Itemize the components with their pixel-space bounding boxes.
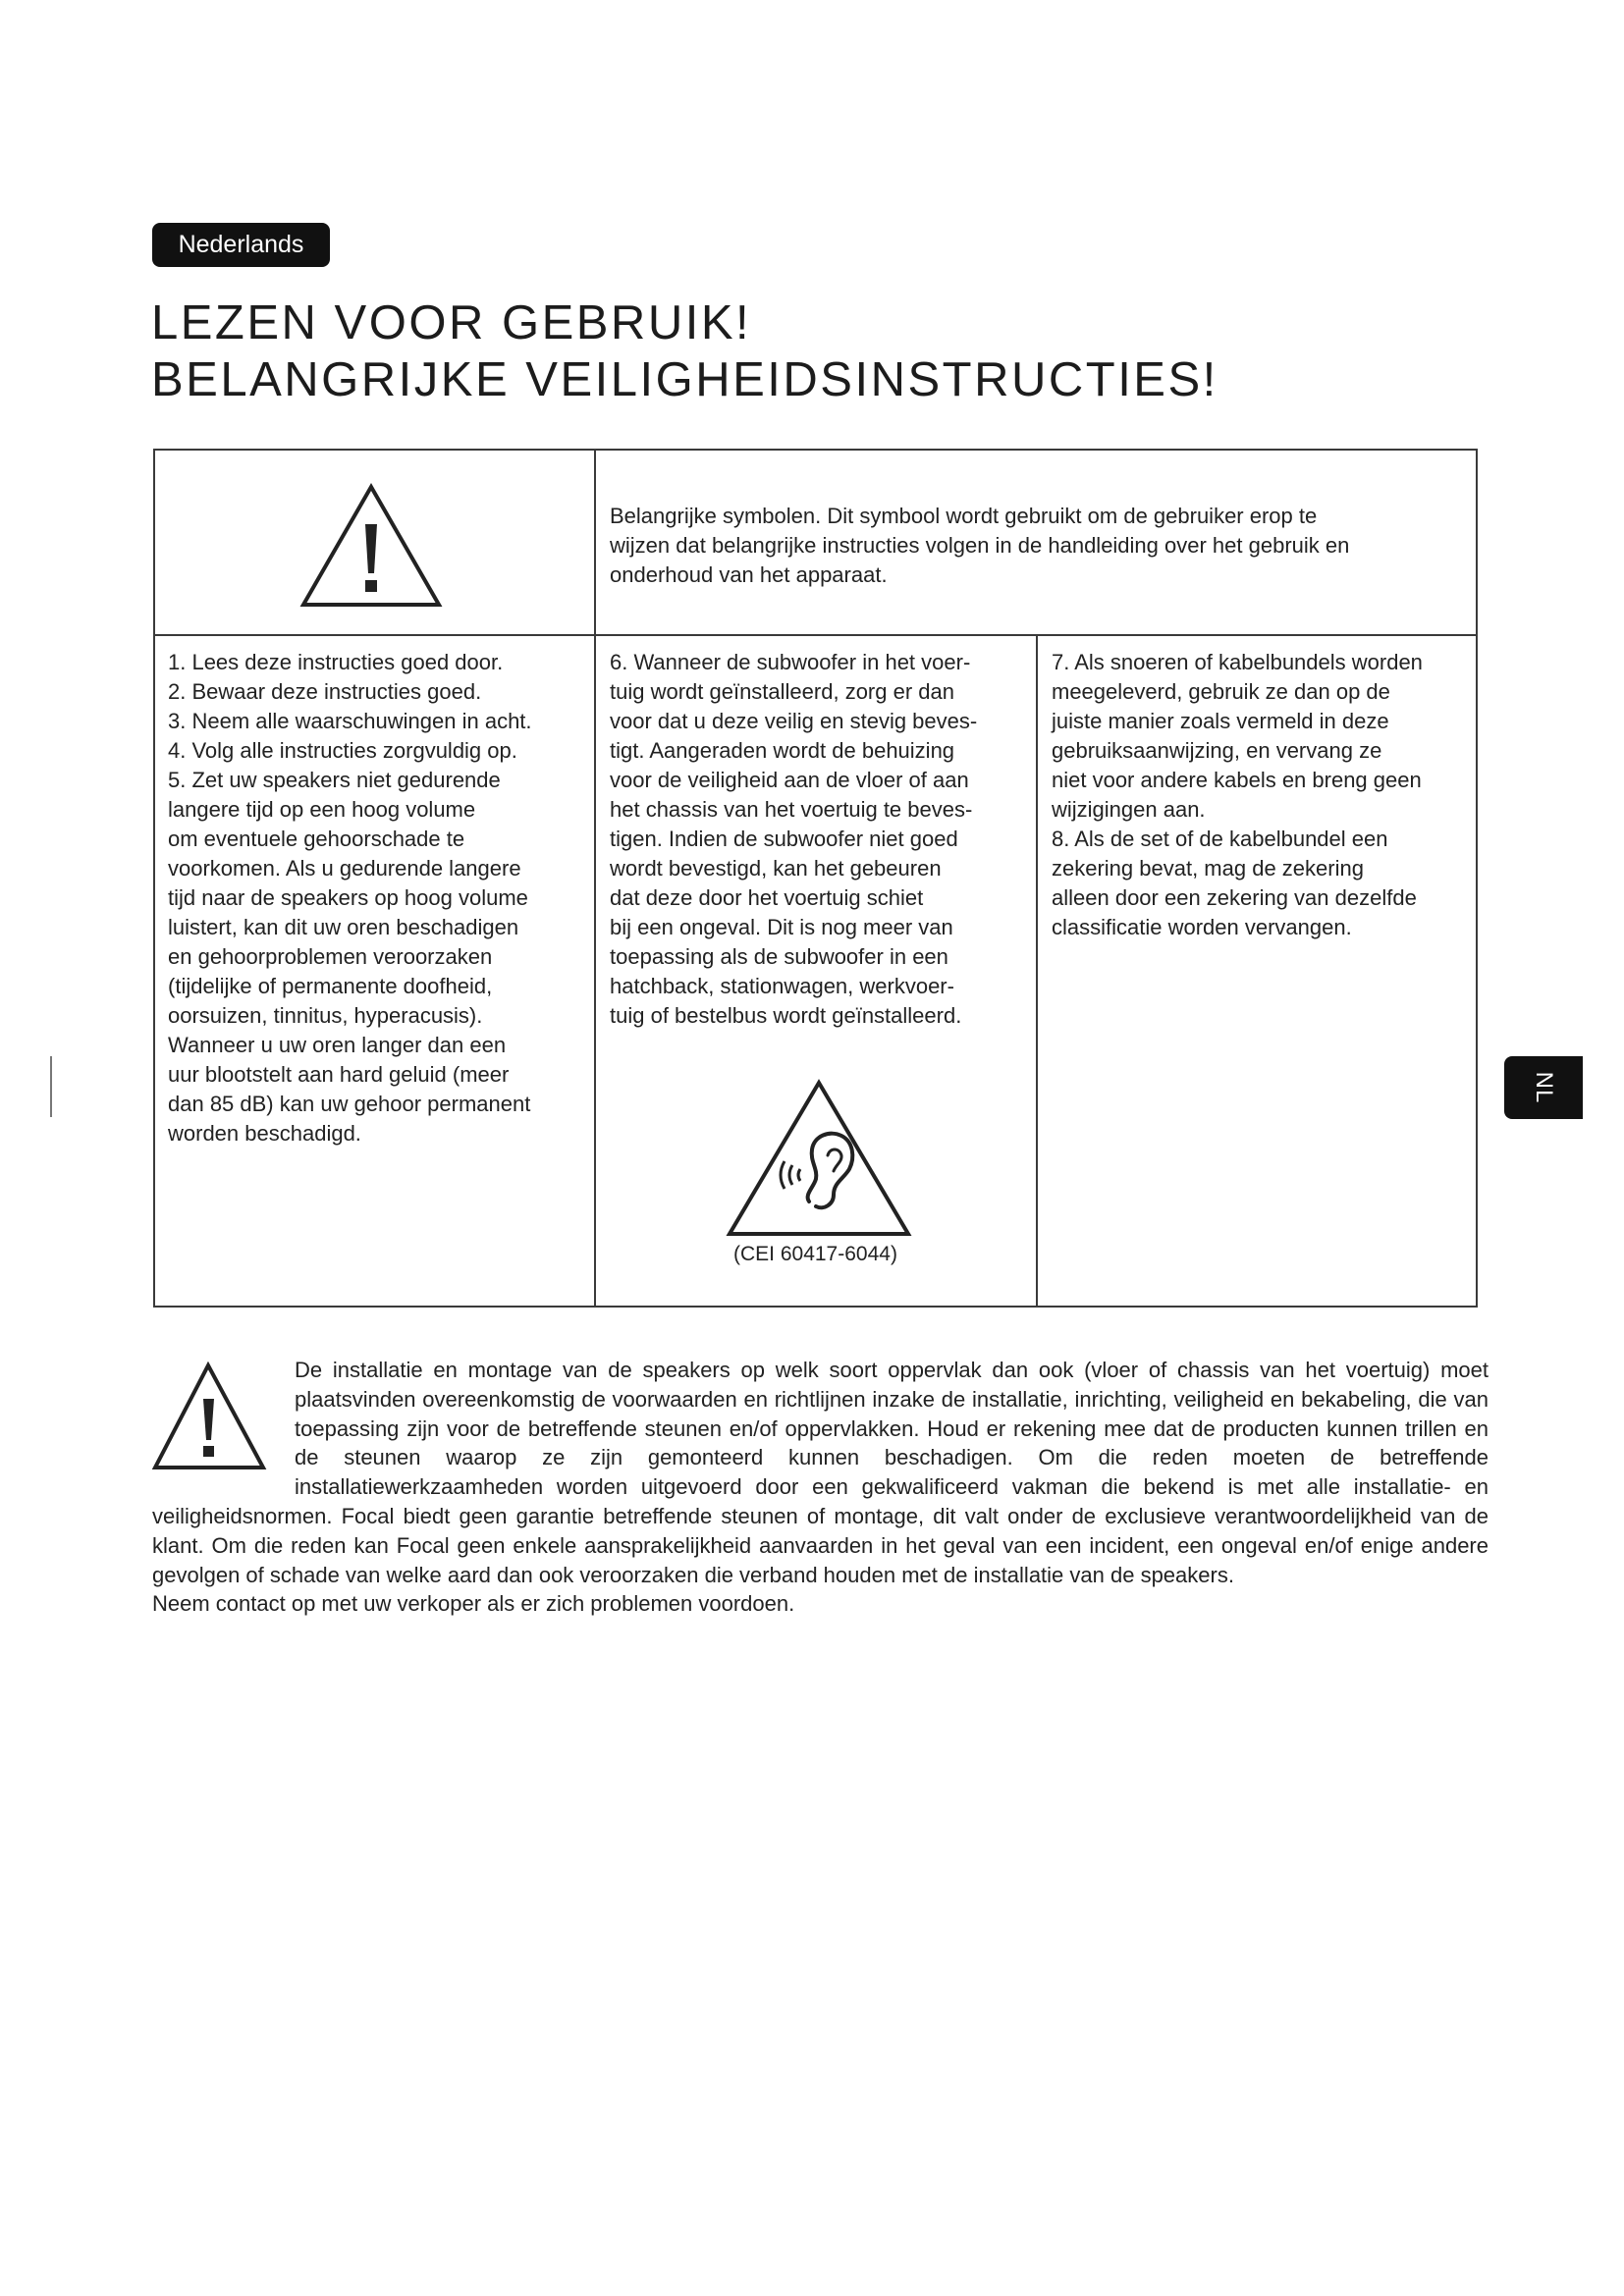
- table-divider-2: [1036, 634, 1038, 1308]
- symbols-description: Belangrijke symbolen. Dit symbool wordt gebruikt om de gebruiker erop te wijzen dat belangrijke instructies volgen in de handleiding over het gebruik en onderhoud van het apparaat.: [610, 504, 1350, 587]
- instructions-column-3: 7. Als snoeren of kabelbundels worden meegeleverd, gebruik ze dan op de juiste manier zoals vermeld in deze gebruiksaanwijzing, en vervang ze niet voor andere kabels en breng geen wijzigingen aan. 8. Als de set of de kabelbundel een zekering bevat, mag de zekering alleen door een zekering van dezelfde classificatie worden vervangen.: [1052, 650, 1423, 939]
- title-line-1: LEZEN VOOR GEBRUIK!: [151, 296, 752, 349]
- instructions-column-1: 1. Lees deze instructies goed door. 2. Bewaar deze instructies goed. 3. Neem alle waarschuwingen in acht. 4. Volg alle instructies zorgvuldig op. 5. Zet uw speakers niet gedurende langere tijd op een hoog volume om eventuele gehoorschade te voorkomen. Als u gedurende langere tijd naar de speakers op hoog volume luistert, kan dit uw oren beschadigen en gehoorproblemen veroorzaken (tijdelijke of permanente doofheid, oorsuizen, tinnitus, hyperacusis). Wanneer u uw oren langer dan een uur blootstelt aan hard geluid (meer dan 85 dB) kan uw gehoor permanent worden beschadigd.: [168, 650, 532, 1146]
- instructions-column-2: 6. Wanneer de subwoofer in het voer- tuig wordt geïnstalleerd, zorg er dan voor dat u deze veilig en stevig beves- tigt. Aangeraden wordt de behuizing voor de veiligheid aan de vloer of aan het chassis van het voertuig te beves- tigen. Indien de subwoofer niet goed wordt bevestigd, kan het gebeuren dat deze door het voertuig schiet bij een ongeval. Dit is nog meer van toepassing als de subwoofer in een hatchback, stationwagen, werkvoer- tuig of bestelbus wordt geïnstalleerd.: [610, 650, 978, 1028]
- hearing-icon-caption: (CEI 60417-6044): [733, 1243, 897, 1265]
- title-line-2: BELANGRIJKE VEILIGHEIDSINSTRUCTIES!: [151, 353, 1218, 406]
- margin-mark: [50, 1056, 52, 1117]
- language-badge: Nederlands: [152, 223, 330, 267]
- table-divider-1: [594, 449, 596, 1308]
- installation-text: De installatie en montage van de speakers op welk soort oppervlak dan ook (vloer of chassis van het voertuig) moet plaatsvinden overeenkomstig de voorwaarden en richtlijnen inzake de installatie, inrichting, veiligheid en bekabeling, die van toepassing zijn voor de betreffende steunen en/of oppervlakken. Houd er rekening mee dat de producten kunnen trillen en de steunen waarop ze zijn gemonteerd kunnen beschadigen. Om die reden moeten de betreffende installatiewerkzaamheden worden uitgevoerd door een gekwalificeerd vakman die bekend is met alle installatie- en veiligheidsnormen. Focal biedt geen garantie betreffende steunen of montage, dit valt onder de exclusieve verantwoordelijkheid van de klant. Om die reden kan Focal geen enkele aansprakelijkheid aanvaarden in het geval van een incident, een ongeval en/of enige andere gevolgen of schade van welke aard dan ook veroorzaken die verband houden met de installatie van de speakers.: [152, 1358, 1489, 1587]
- installation-notice: [152, 1356, 1489, 1619]
- warning-triangle-icon: [299, 483, 443, 609]
- warning-triangle-icon: [152, 1362, 295, 1475]
- contact-text: Neem contact op met uw verkoper als er zich problemen voordoen.: [152, 1591, 795, 1617]
- table-divider-row: [153, 634, 1478, 636]
- language-side-tab: [1504, 1056, 1583, 1119]
- side-tab-label: NL: [1531, 1071, 1557, 1104]
- page-title: [151, 294, 1218, 408]
- hearing-warning-icon: [726, 1079, 912, 1238]
